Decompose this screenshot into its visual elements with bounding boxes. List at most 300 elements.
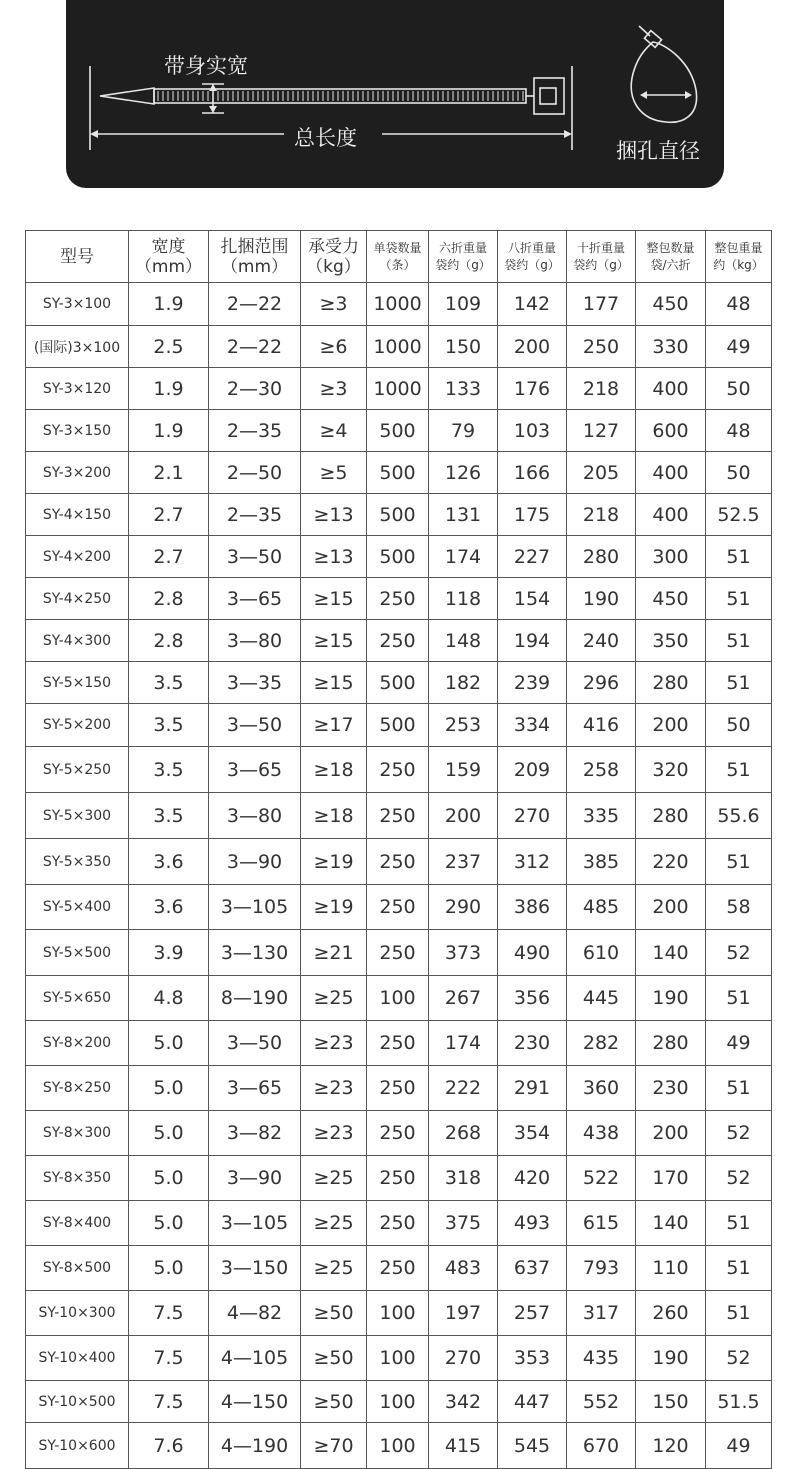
cell-pack-weight: 50	[706, 704, 772, 747]
cell-weight-100: 670	[567, 1423, 636, 1469]
cell-width: 5.0	[129, 1156, 209, 1201]
cell-bundle-range: 3—90	[209, 1156, 301, 1201]
cell-width: 1.9	[129, 368, 209, 410]
cell-weight-80: 257	[498, 1291, 567, 1336]
cell-weight-60: 267	[429, 976, 498, 1021]
cell-pack-qty: 200	[636, 1111, 706, 1156]
cell-weight-80: 356	[498, 976, 567, 1021]
cell-model: SY-5×350	[26, 839, 129, 885]
col-header-bundle-range: 扎捆范围 （mm）	[209, 231, 301, 283]
cell-bundle-range: 3—50	[209, 704, 301, 747]
table-row	[26, 410, 772, 452]
cell-weight-80: 200	[498, 326, 567, 368]
cell-weight-80: 142	[498, 283, 567, 326]
cell-weight-60: 109	[429, 283, 498, 326]
cell-weight-60: 373	[429, 930, 498, 976]
cell-bundle-range: 3—150	[209, 1246, 301, 1291]
cell-tensile: ≥50	[301, 1381, 367, 1423]
cell-bag-qty: 1000	[367, 368, 429, 410]
cell-width: 1.9	[129, 283, 209, 326]
cell-model: SY-8×300	[26, 1111, 129, 1156]
table-row	[26, 494, 772, 536]
cell-pack-qty: 280	[636, 1021, 706, 1066]
cell-weight-60: 200	[429, 793, 498, 839]
cell-tensile: ≥50	[301, 1291, 367, 1336]
cell-bundle-range: 2—30	[209, 368, 301, 410]
cell-width: 5.0	[129, 1201, 209, 1246]
cell-tensile: ≥70	[301, 1423, 367, 1469]
cell-pack-qty: 280	[636, 662, 706, 704]
cell-weight-100: 296	[567, 662, 636, 704]
cell-pack-qty: 120	[636, 1423, 706, 1469]
cell-weight-60: 268	[429, 1111, 498, 1156]
table-row	[26, 1021, 772, 1066]
cell-model: (国际)3×100	[26, 326, 129, 368]
table-row	[26, 1336, 772, 1381]
cell-weight-60: 197	[429, 1291, 498, 1336]
cell-bag-qty: 500	[367, 410, 429, 452]
cell-weight-100: 552	[567, 1381, 636, 1423]
col-header-weight-80: 八折重量 袋约（g）	[498, 231, 567, 283]
cell-model: SY-3×200	[26, 452, 129, 494]
cell-bundle-range: 3—80	[209, 620, 301, 662]
cell-pack-weight: 51	[706, 578, 772, 620]
cell-model: SY-3×150	[26, 410, 129, 452]
cell-pack-weight: 55.6	[706, 793, 772, 839]
cell-tensile: ≥17	[301, 704, 367, 747]
cell-weight-60: 126	[429, 452, 498, 494]
cell-model: SY-4×250	[26, 578, 129, 620]
cell-weight-100: 360	[567, 1066, 636, 1111]
cell-width: 5.0	[129, 1111, 209, 1156]
cell-weight-100: 416	[567, 704, 636, 747]
cell-weight-60: 148	[429, 620, 498, 662]
cell-weight-60: 483	[429, 1246, 498, 1291]
cell-bag-qty: 250	[367, 930, 429, 976]
table-row	[26, 885, 772, 930]
cell-weight-60: 182	[429, 662, 498, 704]
cell-bundle-range: 2—35	[209, 494, 301, 536]
cell-weight-80: 227	[498, 536, 567, 578]
cell-pack-weight: 51	[706, 1246, 772, 1291]
cell-width: 1.9	[129, 410, 209, 452]
cell-bag-qty: 250	[367, 747, 429, 793]
cell-weight-80: 334	[498, 704, 567, 747]
cell-model: SY-10×500	[26, 1381, 129, 1423]
cell-pack-weight: 51	[706, 839, 772, 885]
cell-model: SY-8×400	[26, 1201, 129, 1246]
cell-pack-weight: 51	[706, 1201, 772, 1246]
cell-tensile: ≥15	[301, 578, 367, 620]
cell-weight-100: 177	[567, 283, 636, 326]
cell-width: 5.0	[129, 1246, 209, 1291]
cell-model: SY-5×400	[26, 885, 129, 930]
cell-width: 2.8	[129, 578, 209, 620]
cell-weight-80: 270	[498, 793, 567, 839]
cell-pack-weight: 48	[706, 283, 772, 326]
cell-weight-80: 353	[498, 1336, 567, 1381]
cell-weight-100: 258	[567, 747, 636, 793]
table-row	[26, 839, 772, 885]
cell-pack-qty: 230	[636, 1066, 706, 1111]
cell-weight-80: 194	[498, 620, 567, 662]
cell-bundle-range: 3—35	[209, 662, 301, 704]
cell-weight-100: 793	[567, 1246, 636, 1291]
col-header-weight-100: 十折重量 袋约（g）	[567, 231, 636, 283]
cell-pack-qty: 190	[636, 976, 706, 1021]
cell-bag-qty: 500	[367, 704, 429, 747]
cell-bundle-range: 3—105	[209, 1201, 301, 1246]
cell-bundle-range: 3—65	[209, 578, 301, 620]
cell-weight-100: 385	[567, 839, 636, 885]
total-length-label: 总长度	[294, 126, 357, 150]
cell-width: 7.5	[129, 1291, 209, 1336]
cell-tensile: ≥21	[301, 930, 367, 976]
cell-weight-80: 447	[498, 1381, 567, 1423]
cell-pack-weight: 51	[706, 1066, 772, 1111]
cell-bag-qty: 250	[367, 839, 429, 885]
cell-weight-80: 239	[498, 662, 567, 704]
table-row	[26, 452, 772, 494]
cell-weight-80: 230	[498, 1021, 567, 1066]
cell-bundle-range: 4—82	[209, 1291, 301, 1336]
cell-bag-qty: 1000	[367, 283, 429, 326]
cell-model: SY-3×100	[26, 283, 129, 326]
cell-tensile: ≥19	[301, 885, 367, 930]
cable-tie-diagram	[66, 0, 724, 188]
cell-weight-100: 250	[567, 326, 636, 368]
cell-pack-weight: 51	[706, 536, 772, 578]
cell-tensile: ≥4	[301, 410, 367, 452]
cell-pack-qty: 170	[636, 1156, 706, 1201]
table-row	[26, 578, 772, 620]
cell-weight-60: 375	[429, 1201, 498, 1246]
cell-model: SY-5×650	[26, 976, 129, 1021]
cell-weight-80: 354	[498, 1111, 567, 1156]
cell-weight-60: 133	[429, 368, 498, 410]
cell-bag-qty: 100	[367, 976, 429, 1021]
cell-pack-qty: 400	[636, 452, 706, 494]
cell-bundle-range: 4—150	[209, 1381, 301, 1423]
cell-weight-60: 79	[429, 410, 498, 452]
cell-width: 3.5	[129, 793, 209, 839]
cell-tensile: ≥25	[301, 1201, 367, 1246]
cell-weight-100: 280	[567, 536, 636, 578]
table-row	[26, 1246, 772, 1291]
cell-bundle-range: 3—65	[209, 1066, 301, 1111]
cell-model: SY-8×350	[26, 1156, 129, 1201]
cell-width: 3.9	[129, 930, 209, 976]
cell-pack-weight: 51	[706, 1291, 772, 1336]
cell-bundle-range: 3—50	[209, 1021, 301, 1066]
cell-model: SY-3×120	[26, 368, 129, 410]
col-header-weight-60: 六折重量 袋约（g）	[429, 231, 498, 283]
cell-model: SY-5×200	[26, 704, 129, 747]
cell-tensile: ≥25	[301, 1246, 367, 1291]
cell-bag-qty: 100	[367, 1423, 429, 1469]
cell-model: SY-10×300	[26, 1291, 129, 1336]
cell-tensile: ≥23	[301, 1066, 367, 1111]
table-row	[26, 326, 772, 368]
cell-pack-weight: 51.5	[706, 1381, 772, 1423]
cell-model: SY-4×300	[26, 620, 129, 662]
cell-pack-qty: 400	[636, 494, 706, 536]
cell-weight-100: 240	[567, 620, 636, 662]
table-row	[26, 976, 772, 1021]
cell-pack-weight: 52	[706, 930, 772, 976]
cell-bag-qty: 500	[367, 494, 429, 536]
cell-pack-qty: 300	[636, 536, 706, 578]
cell-width: 3.5	[129, 747, 209, 793]
cell-model: SY-5×500	[26, 930, 129, 976]
cell-weight-100: 610	[567, 930, 636, 976]
cell-weight-80: 176	[498, 368, 567, 410]
cell-weight-100: 282	[567, 1021, 636, 1066]
col-header-pack-qty: 整包数量 袋/六折	[636, 231, 706, 283]
cell-weight-80: 312	[498, 839, 567, 885]
cell-pack-qty: 220	[636, 839, 706, 885]
cell-pack-qty: 450	[636, 283, 706, 326]
cell-bag-qty: 100	[367, 1381, 429, 1423]
cell-pack-weight: 58	[706, 885, 772, 930]
table-row	[26, 283, 772, 326]
table-row	[26, 704, 772, 747]
cell-bundle-range: 4—190	[209, 1423, 301, 1469]
cell-weight-60: 290	[429, 885, 498, 930]
col-header-pack-weight: 整包重量 约（kg）	[706, 231, 772, 283]
cell-tensile: ≥13	[301, 536, 367, 578]
cell-tensile: ≥50	[301, 1336, 367, 1381]
cell-pack-weight: 52.5	[706, 494, 772, 536]
cell-width: 5.0	[129, 1066, 209, 1111]
cell-bag-qty: 250	[367, 620, 429, 662]
table-row	[26, 1156, 772, 1201]
table-row	[26, 747, 772, 793]
cell-width: 7.5	[129, 1381, 209, 1423]
cell-weight-100: 127	[567, 410, 636, 452]
cell-pack-weight: 52	[706, 1336, 772, 1381]
cell-width: 2.7	[129, 536, 209, 578]
cell-tensile: ≥15	[301, 662, 367, 704]
cell-bundle-range: 4—105	[209, 1336, 301, 1381]
cell-bag-qty: 250	[367, 1156, 429, 1201]
strap-width-label: 带身实宽	[164, 54, 248, 78]
cell-tensile: ≥5	[301, 452, 367, 494]
cell-tensile: ≥25	[301, 976, 367, 1021]
cell-weight-100: 190	[567, 578, 636, 620]
cell-weight-80: 545	[498, 1423, 567, 1469]
cell-tensile: ≥15	[301, 620, 367, 662]
cell-model: SY-5×250	[26, 747, 129, 793]
cell-tensile: ≥25	[301, 1156, 367, 1201]
cell-model: SY-8×200	[26, 1021, 129, 1066]
table-row	[26, 1381, 772, 1423]
cell-bag-qty: 1000	[367, 326, 429, 368]
cell-model: SY-5×300	[26, 793, 129, 839]
table-row	[26, 1066, 772, 1111]
cell-pack-qty: 140	[636, 1201, 706, 1246]
cell-pack-weight: 52	[706, 1111, 772, 1156]
cell-bag-qty: 250	[367, 793, 429, 839]
cell-pack-weight: 50	[706, 368, 772, 410]
cell-weight-60: 253	[429, 704, 498, 747]
cell-tensile: ≥3	[301, 283, 367, 326]
cell-tensile: ≥6	[301, 326, 367, 368]
cell-weight-80: 637	[498, 1246, 567, 1291]
cell-weight-60: 342	[429, 1381, 498, 1423]
cell-weight-60: 174	[429, 536, 498, 578]
cell-bag-qty: 500	[367, 662, 429, 704]
cell-weight-80: 175	[498, 494, 567, 536]
cell-bag-qty: 250	[367, 1111, 429, 1156]
cell-weight-100: 335	[567, 793, 636, 839]
cell-bundle-range: 3—80	[209, 793, 301, 839]
cell-width: 3.5	[129, 704, 209, 747]
cell-pack-qty: 200	[636, 885, 706, 930]
table-row	[26, 793, 772, 839]
table-row	[26, 536, 772, 578]
cell-pack-qty: 260	[636, 1291, 706, 1336]
spec-table	[25, 230, 772, 1469]
table-row	[26, 1291, 772, 1336]
cell-width: 2.7	[129, 494, 209, 536]
cell-tensile: ≥19	[301, 839, 367, 885]
cell-weight-60: 131	[429, 494, 498, 536]
bundle-diameter-label: 捆孔直径	[616, 139, 700, 163]
cell-weight-100: 218	[567, 368, 636, 410]
col-header-bag-qty: 单袋数量 （条）	[367, 231, 429, 283]
cell-width: 2.8	[129, 620, 209, 662]
cell-weight-60: 150	[429, 326, 498, 368]
cell-weight-80: 291	[498, 1066, 567, 1111]
cell-width: 7.5	[129, 1336, 209, 1381]
cell-model: SY-5×150	[26, 662, 129, 704]
col-header-model: 型号	[26, 231, 129, 283]
cell-bundle-range: 2—22	[209, 283, 301, 326]
cell-weight-100: 317	[567, 1291, 636, 1336]
cell-weight-100: 218	[567, 494, 636, 536]
cell-width: 2.5	[129, 326, 209, 368]
cell-tensile: ≥23	[301, 1111, 367, 1156]
cell-bundle-range: 3—82	[209, 1111, 301, 1156]
cell-weight-60: 237	[429, 839, 498, 885]
cell-weight-60: 318	[429, 1156, 498, 1201]
cell-width: 3.6	[129, 839, 209, 885]
table-row	[26, 1201, 772, 1246]
cell-pack-weight: 51	[706, 620, 772, 662]
cell-weight-80: 154	[498, 578, 567, 620]
cell-pack-qty: 320	[636, 747, 706, 793]
cell-bag-qty: 250	[367, 578, 429, 620]
cell-bundle-range: 3—90	[209, 839, 301, 885]
table-row	[26, 930, 772, 976]
cell-width: 5.0	[129, 1021, 209, 1066]
cell-pack-weight: 51	[706, 976, 772, 1021]
cell-bag-qty: 250	[367, 1201, 429, 1246]
cell-model: SY-8×500	[26, 1246, 129, 1291]
cell-pack-weight: 52	[706, 1156, 772, 1201]
cell-weight-80: 386	[498, 885, 567, 930]
cell-width: 4.8	[129, 976, 209, 1021]
cell-weight-60: 174	[429, 1021, 498, 1066]
table-row	[26, 662, 772, 704]
col-header-tensile: 承受力 （kg）	[301, 231, 367, 283]
cell-model: SY-10×600	[26, 1423, 129, 1469]
cell-tensile: ≥23	[301, 1021, 367, 1066]
cell-bag-qty: 100	[367, 1336, 429, 1381]
cell-pack-weight: 48	[706, 410, 772, 452]
cell-weight-100: 445	[567, 976, 636, 1021]
cell-bundle-range: 8—190	[209, 976, 301, 1021]
cell-tensile: ≥18	[301, 793, 367, 839]
cell-model: SY-4×200	[26, 536, 129, 578]
cell-model: SY-8×250	[26, 1066, 129, 1111]
cell-weight-100: 205	[567, 452, 636, 494]
cell-bag-qty: 100	[367, 1291, 429, 1336]
cell-weight-100: 485	[567, 885, 636, 930]
cell-bag-qty: 250	[367, 1066, 429, 1111]
cell-weight-80: 103	[498, 410, 567, 452]
cell-bag-qty: 500	[367, 536, 429, 578]
cell-width: 2.1	[129, 452, 209, 494]
cell-bundle-range: 3—130	[209, 930, 301, 976]
cell-bundle-range: 3—105	[209, 885, 301, 930]
cell-pack-qty: 110	[636, 1246, 706, 1291]
cell-weight-60: 159	[429, 747, 498, 793]
cell-tensile: ≥3	[301, 368, 367, 410]
cell-width: 3.6	[129, 885, 209, 930]
cell-weight-100: 522	[567, 1156, 636, 1201]
cell-bundle-range: 3—50	[209, 536, 301, 578]
cell-weight-100: 615	[567, 1201, 636, 1246]
table-row	[26, 620, 772, 662]
cell-bundle-range: 2—50	[209, 452, 301, 494]
cell-pack-weight: 49	[706, 1021, 772, 1066]
cell-pack-qty: 190	[636, 1336, 706, 1381]
cell-bundle-range: 3—65	[209, 747, 301, 793]
cell-pack-weight: 51	[706, 662, 772, 704]
cell-pack-weight: 49	[706, 1423, 772, 1469]
cell-tensile: ≥13	[301, 494, 367, 536]
cell-pack-qty: 600	[636, 410, 706, 452]
cell-weight-80: 493	[498, 1201, 567, 1246]
cell-pack-qty: 350	[636, 620, 706, 662]
cell-weight-80: 490	[498, 930, 567, 976]
cell-bundle-range: 2—22	[209, 326, 301, 368]
cell-width: 3.5	[129, 662, 209, 704]
cell-pack-qty: 280	[636, 793, 706, 839]
cell-pack-qty: 400	[636, 368, 706, 410]
cell-bag-qty: 250	[367, 1021, 429, 1066]
cell-weight-80: 166	[498, 452, 567, 494]
cell-bag-qty: 500	[367, 452, 429, 494]
cell-tensile: ≥18	[301, 747, 367, 793]
table-row	[26, 1423, 772, 1469]
cell-weight-60: 118	[429, 578, 498, 620]
cell-pack-qty: 330	[636, 326, 706, 368]
cell-weight-100: 438	[567, 1111, 636, 1156]
cell-model: SY-10×400	[26, 1336, 129, 1381]
cell-weight-60: 270	[429, 1336, 498, 1381]
cell-pack-qty: 200	[636, 704, 706, 747]
header-row	[26, 231, 772, 283]
col-header-width: 宽度 （mm）	[129, 231, 209, 283]
cell-weight-100: 435	[567, 1336, 636, 1381]
cell-weight-80: 209	[498, 747, 567, 793]
cell-weight-60: 415	[429, 1423, 498, 1469]
cell-pack-weight: 51	[706, 747, 772, 793]
cell-pack-weight: 49	[706, 326, 772, 368]
